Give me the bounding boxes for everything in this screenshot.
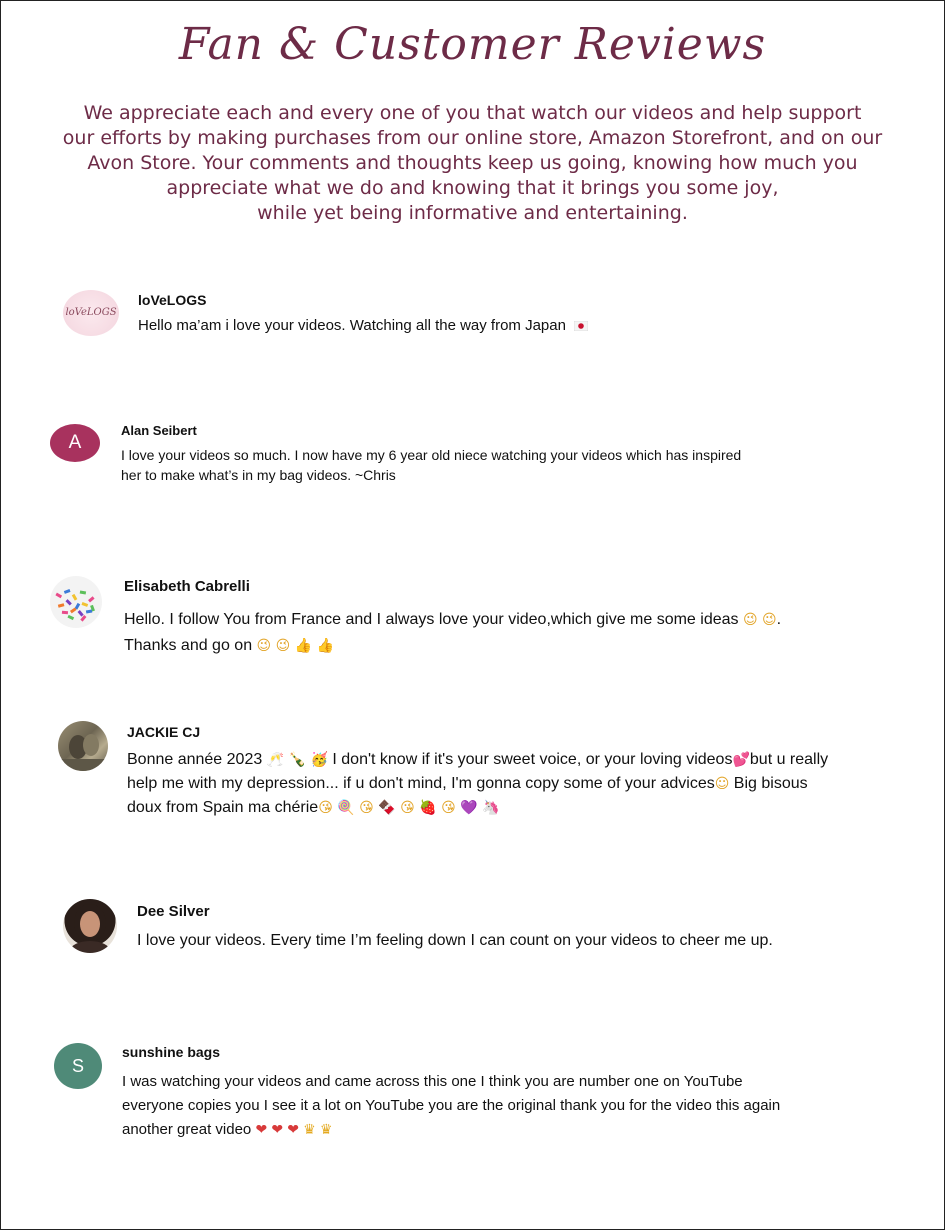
comment-line: Hello. I follow You from France and I always love your video,which give me some ideas [124,611,739,629]
lollipop-icon: 🍭 [337,800,355,817]
winking-face-icon: 😉 [762,612,777,628]
red-heart-icon: ❤ [287,1122,299,1139]
unicorn-icon: 🦄 [482,800,500,817]
review-author[interactable]: Dee Silver [137,903,210,920]
red-heart-icon: ❤ [271,1122,284,1139]
avatar[interactable] [63,290,119,336]
winking-face-icon: 😉 [742,612,758,628]
crown-icon: ♛ [303,1122,316,1139]
comment-line: her to make what’s in my bag videos. ~Chris [121,467,396,483]
chocolate-icon: 🍫 [378,800,396,817]
strawberry-icon: 🍓 [419,800,437,817]
red-heart-icon: ❤ [255,1122,268,1139]
avatar[interactable] [54,1043,102,1089]
comment-line: Hello ma’am i love your videos. Watching all the way from Japan [138,317,566,334]
comment-line: doux from Spain ma chérie [127,799,319,817]
crown-icon: ♛ [319,1122,333,1139]
review-author[interactable]: Elisabeth Cabrelli [124,578,250,595]
comment-line: another great video [122,1121,252,1138]
review-comment: Hello. I follow You from France and I always love your video,which give me some ideas 😉 😉. Thanks and go on 😉 😉 👍 👍 [124,611,782,655]
review-author[interactable]: Alan Seibert [121,423,197,438]
review-author[interactable]: sunshine bags [122,1044,221,1060]
comment-line: but u really [749,751,829,769]
avatar[interactable] [50,424,100,462]
review-comment [138,317,588,334]
intro-text [11,101,934,226]
purple-heart-icon: 💜 [460,800,478,817]
comment-line: Bonne année 2023 [127,751,263,769]
party-face-icon: 🥳 [310,752,328,768]
avatar[interactable] [50,576,102,628]
kissing-face-icon: 😘 [359,800,374,817]
comment-line: I love your videos. Every time I’m feeling down I can count on your videos to cheer me up. [137,932,773,949]
champagne-glasses-icon: 🥂 [266,752,285,768]
kissing-face-icon: 😘 [400,800,415,817]
page-title: Fan & Customer Reviews [178,19,767,70]
intro-line: while yet being informative and entertaining. [257,202,688,224]
winking-face-icon: 😉 [256,638,272,655]
thumbs-up-icon: 👍 [316,638,334,655]
smiling-face-icon: ☺ [714,776,730,793]
intro-line: appreciate what we do and knowing that it brings you some joy, [166,177,779,199]
sprinkles-image [50,576,102,628]
comment-line: I don't know if it's your sweet voice, or your loving videos [332,751,733,769]
avatar[interactable] [58,721,108,771]
two-hearts-icon: 💕 [732,752,750,768]
comment-line: I love your videos so much. I now have my 6 year old niece watching your videos which has inspired [121,447,742,463]
review-comment [137,932,773,950]
review-author[interactable]: JACKIE CJ [127,724,201,740]
review-comment [122,1070,780,1142]
kissing-face-icon: 😘 [441,800,456,817]
avatar-letter: S [71,1055,84,1076]
thumbs-up-icon: 👍 [294,638,313,655]
logo-mark: loVeLOGS [65,307,117,318]
avatar[interactable] [63,899,117,953]
comment-line: Thanks and go on [124,637,253,655]
review-comment [121,445,741,485]
comment-line: everyone copies you I see it a lot on YouTube you are the original thank you for the video this again [122,1097,781,1114]
avatar-letter: A [68,432,82,453]
intro-line: We appreciate each and every one of you that watch our videos and help support [83,102,862,124]
kissing-face-icon: 😘 [318,800,333,817]
comment-line: help me with my depression... if u don't mind, I'm gonna copy some of your advices [127,775,715,793]
review-comment [127,748,828,821]
profile-photo-icon [58,721,108,771]
profile-photo-icon [63,899,117,953]
intro-line: Avon Store. Your comments and thoughts keep us going, knowing how much you [87,152,858,174]
comment-line: I was watching your videos and came across this one I think you are number one on YouTube [122,1073,743,1090]
review-author[interactable]: loVeLOGS [138,292,207,308]
intro-line: our efforts by making purchases from our online store, Amazon Storefront, and on our [62,127,883,149]
japan-flag-icon [574,321,588,331]
comment-line: Big bisous [733,775,808,793]
champagne-bottle-icon: 🍾 [288,752,307,768]
winking-face-icon: 😉 [275,638,291,655]
